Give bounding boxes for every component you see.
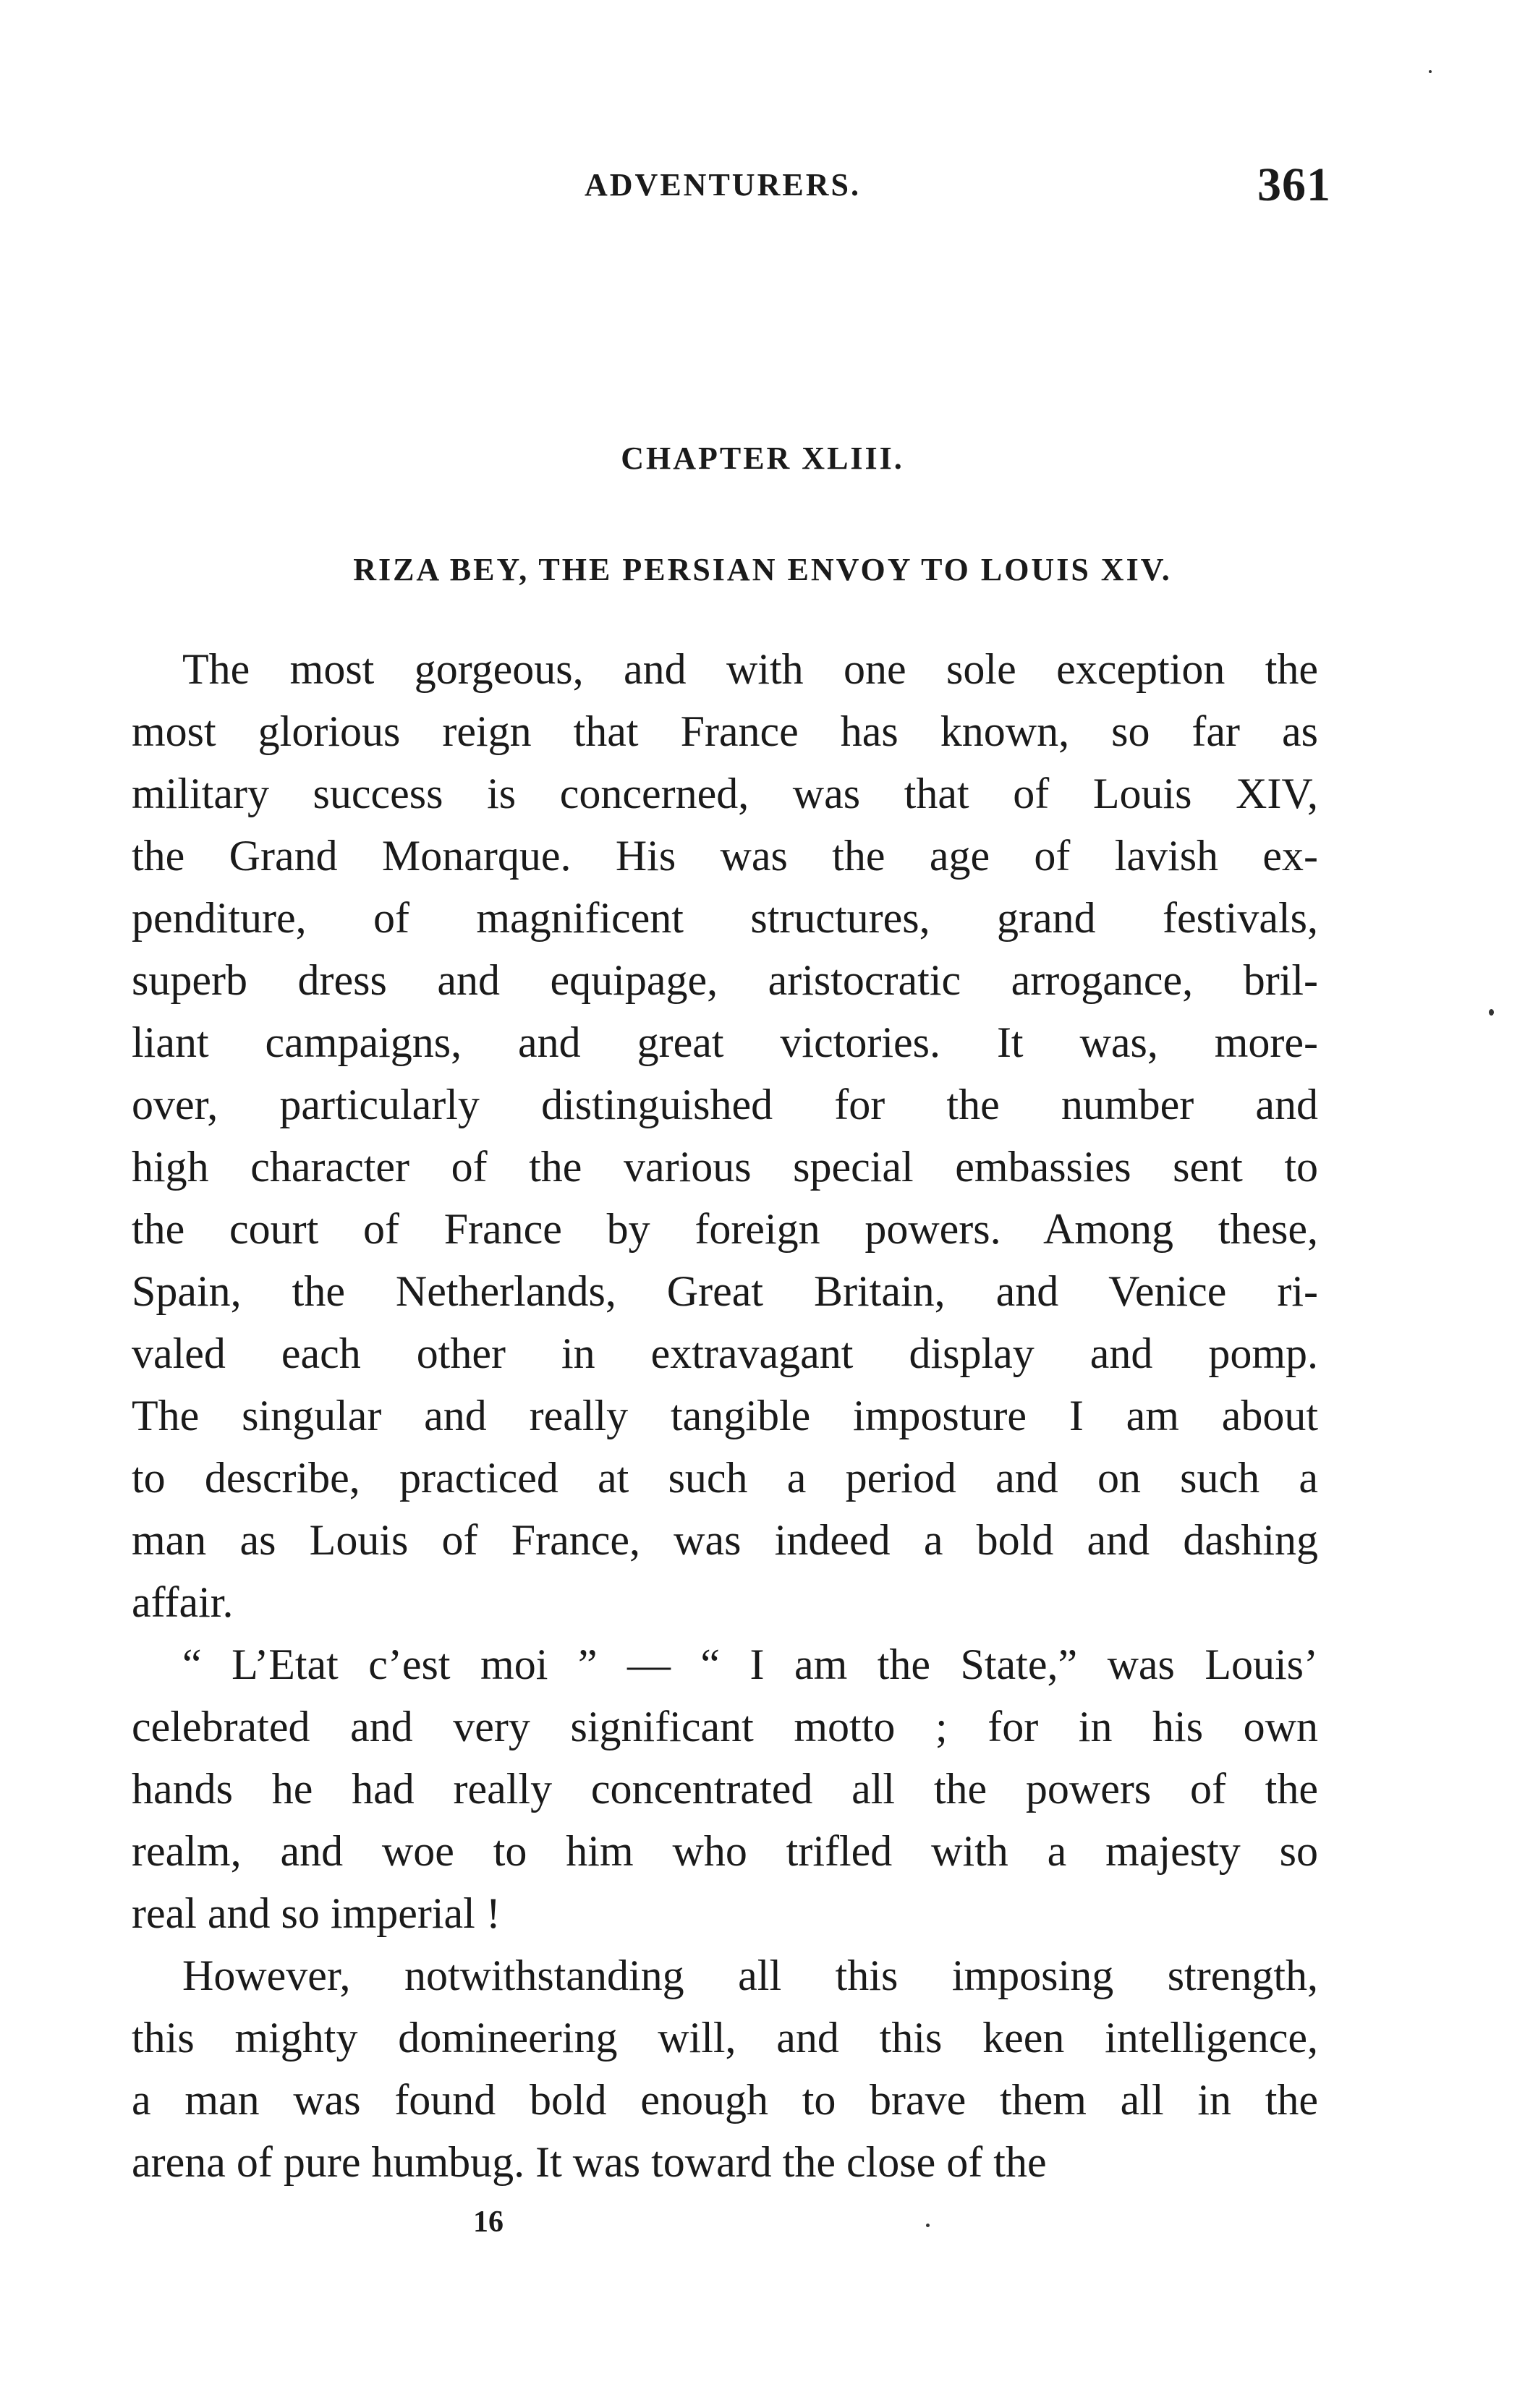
text-line: However, notwithstanding all this imposing strength,	[182, 1952, 1318, 1999]
text-line: penditure, of magnificent structures, grand festivals,	[132, 894, 1318, 942]
text-line: a man was found bold enough to brave them all in the	[132, 2076, 1318, 2124]
text-line: The most gorgeous, and with one sole exception the	[182, 645, 1318, 693]
text-line: “ L’Etat c’est moi ” — “ I am the State,” was Louis’	[182, 1641, 1318, 1688]
paper-speck	[1429, 70, 1432, 73]
text-line: to describe, practiced at such a period and on such a	[132, 1454, 1318, 1502]
page-number: 361	[1257, 158, 1331, 211]
text-line: superb dress and equipage, aristocratic arrogance, bril-	[132, 956, 1318, 1004]
signature-mark: 16	[473, 2205, 504, 2239]
chapter-title: RIZA BEY, THE PERSIAN ENVOY TO LOUIS XIV.	[353, 552, 1172, 587]
text-line: most glorious reign that France has known, so far as	[132, 707, 1318, 755]
text-line: hands he had really concentrated all the powers of the	[132, 1765, 1318, 1813]
text-line: man as Louis of France, was indeed a bold and dashing	[132, 1516, 1318, 1564]
text-line: high character of the various special embassies sent to	[132, 1143, 1318, 1191]
running-head-title: ADVENTURERS.	[585, 167, 861, 203]
paragraph	[132, 1633, 1318, 1944]
paper-speck	[926, 2224, 930, 2227]
paragraph	[132, 1944, 1318, 2193]
body-text	[132, 638, 1318, 2193]
text-line: the court of France by foreign powers. Among these,	[132, 1205, 1318, 1253]
text-line: celebrated and very significant motto ; for in his own	[132, 1703, 1318, 1750]
chapter-number: CHAPTER XLIII.	[621, 441, 904, 476]
text-line: liant campaigns, and great victories. It was, more-	[132, 1018, 1318, 1066]
text-line: arena of pure humbug. It was toward the close of the	[132, 2138, 1047, 2186]
text-line: valed each other in extravagant display and pomp.	[132, 1329, 1318, 1377]
text-line: over, particularly distinguished for the number and	[132, 1081, 1318, 1128]
text-line: affair.	[132, 1578, 234, 1626]
text-line: the Grand Monarque. His was the age of lavish ex-	[132, 832, 1318, 880]
text-line: The singular and really tangible imposture I am about	[132, 1392, 1318, 1439]
text-line: realm, and woe to him who trifled with a majesty so	[132, 1827, 1318, 1875]
text-line: real and so imperial !	[132, 1889, 501, 1937]
text-line: military success is concerned, was that of Louis XIV,	[132, 770, 1318, 817]
text-line: this mighty domineering will, and this keen intelligence,	[132, 2014, 1318, 2062]
paragraph	[132, 638, 1318, 1633]
running-head	[0, 158, 1525, 216]
text-line: Spain, the Netherlands, Great Britain, and Venice ri-	[132, 1267, 1318, 1315]
paper-speck	[1489, 1009, 1494, 1016]
